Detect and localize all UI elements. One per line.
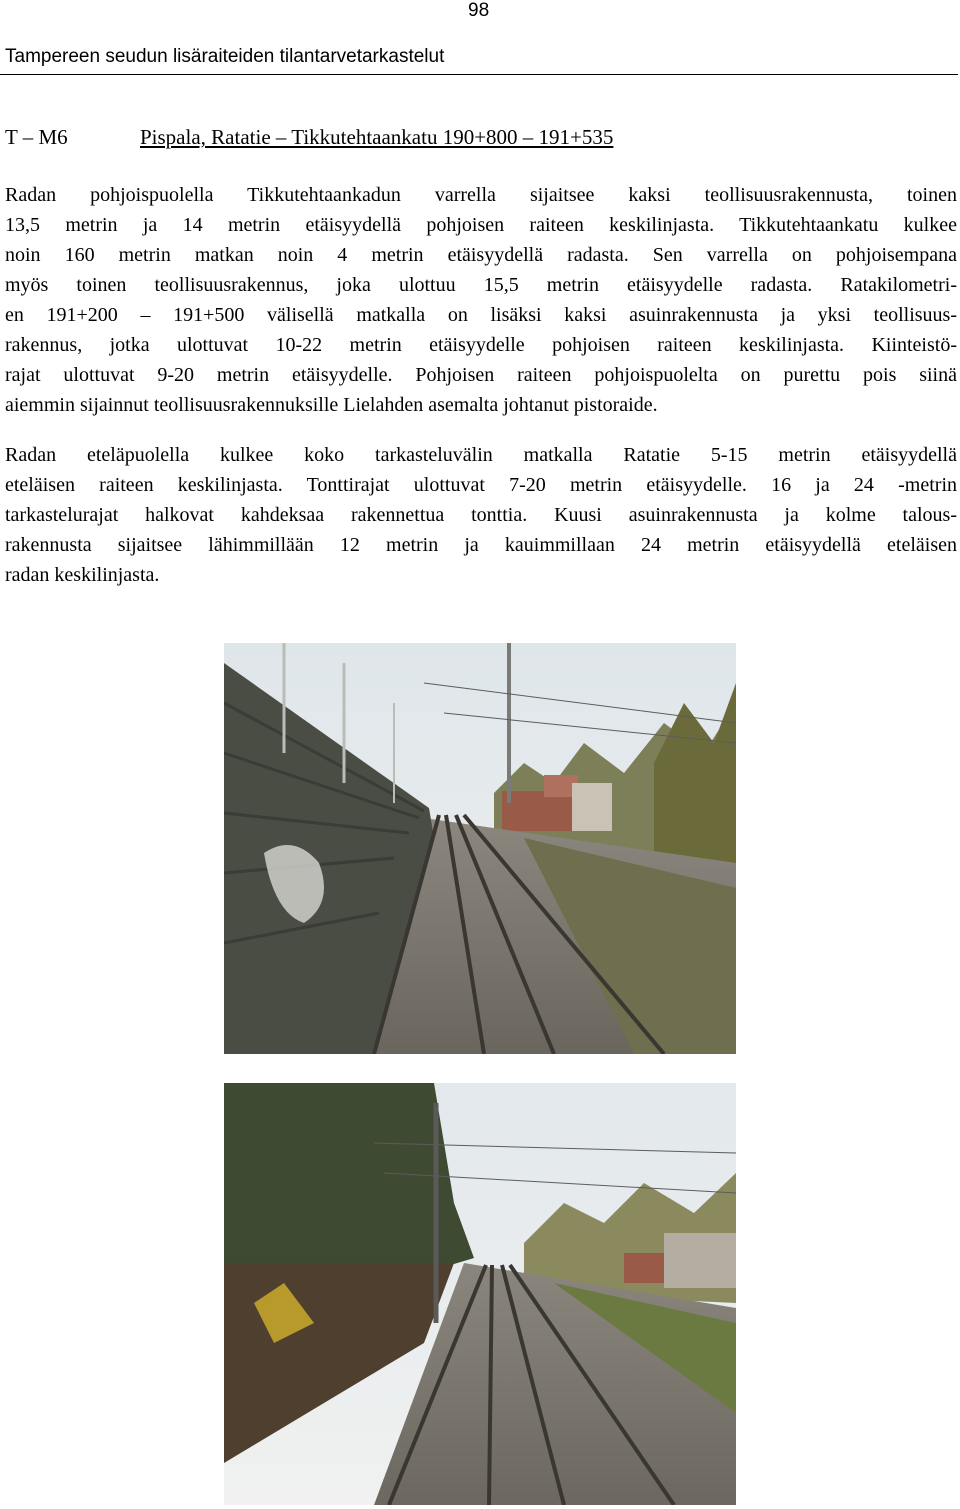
railway-photo-stone-wall-image [224,643,736,1054]
header-title: Tampereen seudun lisäraiteiden tilantarvetarkastelut [5,46,445,67]
text-line: aiemmin sijainnut teollisuusrakennuksille Lielahden asemalta johtanut pistoraide. [5,394,658,416]
text-line: 13,5 metrin ja 14 metrin etäisyydellä pohjoisen raiteen keskilinjasta. Tikkutehtaankatu kulkee [5,214,957,236]
text-line: rakennusta sijaitsee lähimmillään 12 metrin ja kauimmillaan 24 metrin etäisyydellä eteläisen [5,534,957,556]
text-line: eteläisen raiteen keskilinjasta. Tonttirajat ulottuvat 7-20 metrin etäisyydelle. 16 ja 24 -metrin [5,474,957,496]
page-number: 98 [468,0,490,21]
section-heading [5,124,613,150]
paragraph-north-side [5,180,957,420]
paragraph-south-side [5,440,957,590]
railway-photo-wooded-section [224,1083,736,1505]
text-line: rajat ulottuvat 9-20 metrin etäisyydelle. Pohjoisen raiteen pohjoispuolelta on purettu pois siinä [5,364,957,386]
section-code: T – M6 [5,125,68,149]
text-line: rakennus, jotka ulottuvat 10-22 metrin etäisyydelle pohjoisen raiteen keskilinjasta. Kiinteistö- [5,334,957,356]
text-line: tarkastelurajat halkovat kahdeksaa rakennettua tonttia. Kuusi asuinrakennusta ja kolme talous- [5,504,957,526]
text-line: Radan eteläpuolella kulkee koko tarkasteluvälin matkalla Ratatie 5-15 metrin etäisyydellä [5,444,957,466]
text-line: Radan pohjoispuolella Tikkutehtaankadun varrella sijaitsee kaksi teollisuusrakennusta, toinen [5,184,957,206]
section-title: Pispala, Ratatie – Tikkutehtaankatu 190+800 – 191+535 [140,125,614,149]
header-divider [0,74,958,75]
railway-photo-stone-wall [224,643,736,1054]
text-line: noin 160 metrin matkan noin 4 metrin etäisyydellä radasta. Sen varrella on pohjoisempana [5,244,957,266]
text-line: en 191+200 – 191+500 välisellä matkalla on lisäksi kaksi asuinrakennusta ja yksi teollisuus- [5,304,957,326]
text-line: myös toinen teollisuusrakennus, joka ulottuu 15,5 metrin etäisyydelle radasta. Ratakilometri- [5,274,957,296]
text-line: radan keskilinjasta. [5,564,160,586]
railway-photo-wooded-section-image [224,1083,736,1505]
